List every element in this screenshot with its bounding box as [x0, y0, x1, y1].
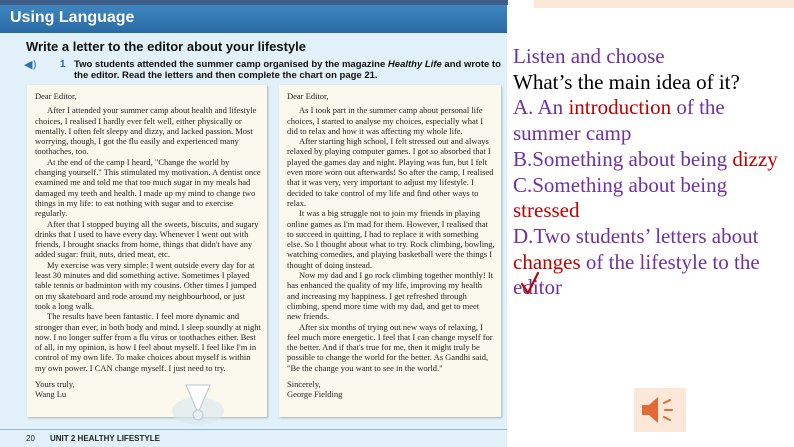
option-text: of the summer camp: [513, 95, 725, 146]
option-keyword: changes: [513, 249, 586, 274]
option-keyword: introduction: [568, 95, 677, 120]
option-text: B.Something about being: [513, 146, 733, 171]
question-text: [513, 44, 792, 301]
page-number: 20: [26, 434, 35, 443]
speaker-icon: ◀): [24, 58, 37, 71]
instruction-listen-choose: Listen and choose: [513, 44, 665, 68]
instruction-number: 1: [60, 59, 66, 70]
task-heading: Write a letter to the editor about your lifestyle: [26, 39, 307, 54]
speaker-icon: [640, 391, 680, 429]
option-text: of the lifestyle to the editor: [513, 249, 760, 300]
option-text: A. An: [513, 95, 569, 120]
option-text: C.Something about being: [513, 172, 728, 197]
option-text: D.Two students’ letters about: [513, 223, 759, 248]
question-main-idea: What’s the main idea of it?: [513, 69, 740, 94]
option-keyword: stressed: [513, 198, 580, 223]
letter-paragraph: After I attended your summer camp about health and lifestyle choices, I realised I hardly ever felt well, either physically or mentally. I often felt sleepy and dizzy, and lacked passion. Most worrying, though, I got the flu easily and experienced many toothaches, too.: [35, 105, 257, 157]
letter-salutation: Dear Editor,: [287, 91, 329, 101]
instruction-text: [74, 59, 502, 81]
letter-paragraph: After six months of trying out new ways of relaxing, I feel much more energetic. I feel that I can change myself for the better. And if that's true for me, then it might truly be possible to change the world for the better. As Gandhi said, "Be the change you want to see in the world.": [287, 321, 493, 373]
decorative-bar: [534, 0, 794, 8]
textbook-page-image: [0, 5, 507, 447]
letter-paragraph: The results have been fantastic. I feel more dynamic and stronger than ever, in both body and mind. I sleep soundly at night now. I no longer suffer from a flu virus or toothaches either. Best of all, in my opinion, is how I feel about myself. I feel like I'm in control of my own life. To make choices about myself is within my own power. I CAN change myself. I just need to try.: [35, 311, 261, 373]
shuttlecock-icon: [168, 377, 228, 431]
section-title: Using Language: [10, 9, 135, 26]
letter-george-fielding: [279, 85, 501, 417]
option-b[interactable]: [513, 147, 792, 173]
letter-closing: Sincerely,: [287, 379, 321, 390]
letter-signature: George Fielding: [287, 389, 343, 400]
option-a[interactable]: [513, 95, 792, 146]
option-c[interactable]: [513, 173, 792, 224]
option-keyword: dizzy: [732, 146, 778, 171]
magazine-name: Healthy Life: [387, 59, 442, 70]
unit-title: UNIT 2 HEALTHY LIFESTYLE: [50, 434, 160, 443]
audio-play-button[interactable]: [634, 388, 686, 432]
letter-paragraph: After that I stopped buying all the sweets, biscuits, and sugary drinks that I used to have every day. Whenever I went out with friends, I brought snacks from home, things that didn't have any added sugar: fruit, nuts, dried meat, etc.: [35, 218, 259, 260]
letter-paragraph: As I took part in the summer camp about personal life choices, I started to analyse my choices, especially what I did to relax and how it was affecting my whole life.: [287, 105, 484, 136]
letter-wang-lu: [27, 85, 267, 417]
letter-paragraph: My exercise was very simple: I went outside every day for at least 30 minutes and did something active. Sometimes I played table tennis or badminton with my cousins. Other times I jumped on my skateboard and rode around my neighbourhood, or just took a long walk.: [35, 259, 257, 311]
letter-signature: Wang Lu: [35, 389, 67, 400]
letter-paragraph: After starting high school, I felt stressed out and always relaxed by playing computer games. I got so absorbed that I played the games day and night. Playing was fun, but I felt even more worn out afterwards! So after the camp, I realised that it was very, very important to adjust my lifestyle. I decided to take control of my life and find other ways to relax.: [287, 136, 494, 208]
check-mark-icon: [519, 270, 541, 296]
option-d[interactable]: [513, 224, 792, 301]
letter-paragraph: Now my dad and I go rock climbing together monthly! It has enhanced the quality of my life, improving my health and increasing my happiness. I get refreshed through climbing, spend more time with my dad, and get to meet new friends.: [287, 270, 494, 322]
letter-closing: Yours truly,: [35, 379, 75, 390]
letter-paragraph: It was a big struggle not to join my friends in playing online games as I'm mad for them. However, I realised that to succeed in quitting, I had to replace it with something else. So I thought about what to try. Rock climbing, bowling, watching comedies, and playing basketball were the things I thought of doing instead.: [287, 208, 495, 270]
letter-paragraph: At the end of the camp I heard, "Change the world by changing yourself." This stimulated my motivation. A dentist once examined me and told me that too much sugar in my meals had damaged my teeth and health. I made up my mind to change two things in my life: to eat nothing with sugar and to exercise regularly.: [35, 156, 261, 219]
textbook-section-header: [0, 5, 507, 33]
textbook-footer: [0, 429, 507, 447]
instruction-text-part: Two students attended the summer camp organised by the magazine: [74, 59, 388, 70]
instruction-text-part: and wrote to the editor. Read the letters and then complete the chart on page 21.: [74, 59, 501, 81]
letter-salutation: Dear Editor,: [35, 91, 77, 101]
